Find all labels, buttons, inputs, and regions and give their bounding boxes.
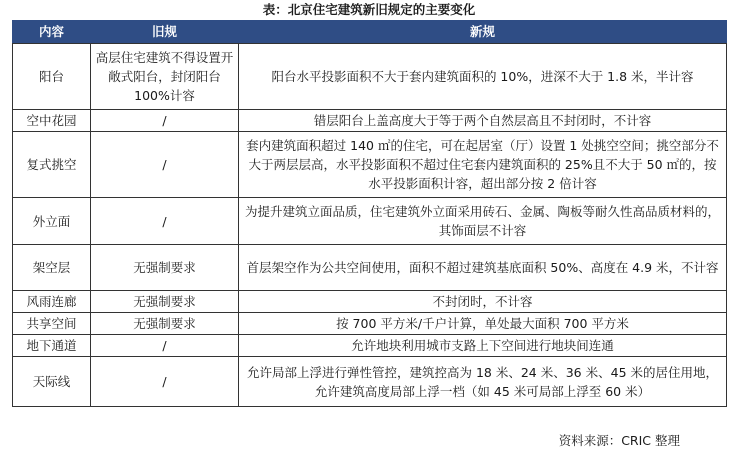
new-rule-cell: 套内建筑面积超过 140 ㎡的住宅，可在起居室（厅）设置 1 处挑空空间；挑空部分不大于两层层高，水平投影面积不超过住宅套内建筑面积的 25%且不大于 50 ㎡的，按水平投影面积计容，超出部分按 2 倍计容 (239, 132, 727, 198)
table-row (13, 110, 727, 132)
table-row (13, 245, 727, 291)
new-rule-cell: 错层阳台上盖高度大于等于两个自然层高且不封闭时，不计容 (239, 110, 727, 132)
item-cell: 外立面 (13, 198, 91, 245)
header-old: 旧规 (91, 21, 239, 44)
table-row (13, 357, 727, 407)
item-cell: 共享空间 (13, 313, 91, 335)
item-cell: 风雨连廊 (13, 291, 91, 313)
old-rule-cell: / (91, 132, 239, 198)
item-cell: 天际线 (13, 357, 91, 407)
new-rule-cell: 为提升建筑立面品质，住宅建筑外立面采用砖石、金属、陶板等耐久性高品质材料的，其饰面层不计容 (239, 198, 727, 245)
old-rule-cell: / (91, 335, 239, 357)
header-new: 新规 (239, 21, 727, 44)
table-row (13, 198, 727, 245)
new-rule-cell: 允许地块利用城市支路上下空间进行地块间连通 (239, 335, 727, 357)
table-row (13, 335, 727, 357)
table-row (13, 44, 727, 110)
new-rule-cell: 首层架空作为公共空间使用，面积不超过建筑基底面积 50%、高度在 4.9 米，不计容 (239, 245, 727, 291)
item-cell: 复式挑空 (13, 132, 91, 198)
table-row (13, 291, 727, 313)
old-rule-cell: 高层住宅建筑不得设置开敞式阳台，封闭阳台100%计容 (91, 44, 239, 110)
table-row (13, 132, 727, 198)
header-row (13, 21, 727, 44)
old-rule-cell: / (91, 198, 239, 245)
new-rule-cell: 允许局部上浮进行弹性管控，建筑控高为 18 米、24 米、36 米、45 米的居住用地，允许建筑高度局部上浮一档（如 45 米可局部上浮至 60 米） (239, 357, 727, 407)
old-rule-cell: 无强制要求 (91, 313, 239, 335)
old-rule-cell: 无强制要求 (91, 291, 239, 313)
old-rule-cell: / (91, 110, 239, 132)
header-item: 内容 (13, 21, 91, 44)
regulation-table (12, 20, 727, 407)
new-rule-cell: 按 700 平方米/千户计算，单处最大面积 700 平方米 (239, 313, 727, 335)
item-cell: 架空层 (13, 245, 91, 291)
item-cell: 阳台 (13, 44, 91, 110)
old-rule-cell: 无强制要求 (91, 245, 239, 291)
source-note: 资料来源：CRIC 整理 (558, 433, 680, 448)
item-cell: 地下通道 (13, 335, 91, 357)
item-cell: 空中花园 (13, 110, 91, 132)
new-rule-cell: 阳台水平投影面积不大于套内建筑面积的 10%，进深不大于 1.8 米，半计容 (239, 44, 727, 110)
table-row (13, 313, 727, 335)
table-caption: 表：北京住宅建筑新旧规定的主要变化 (262, 2, 476, 17)
old-rule-cell: / (91, 357, 239, 407)
new-rule-cell: 不封闭时，不计容 (239, 291, 727, 313)
